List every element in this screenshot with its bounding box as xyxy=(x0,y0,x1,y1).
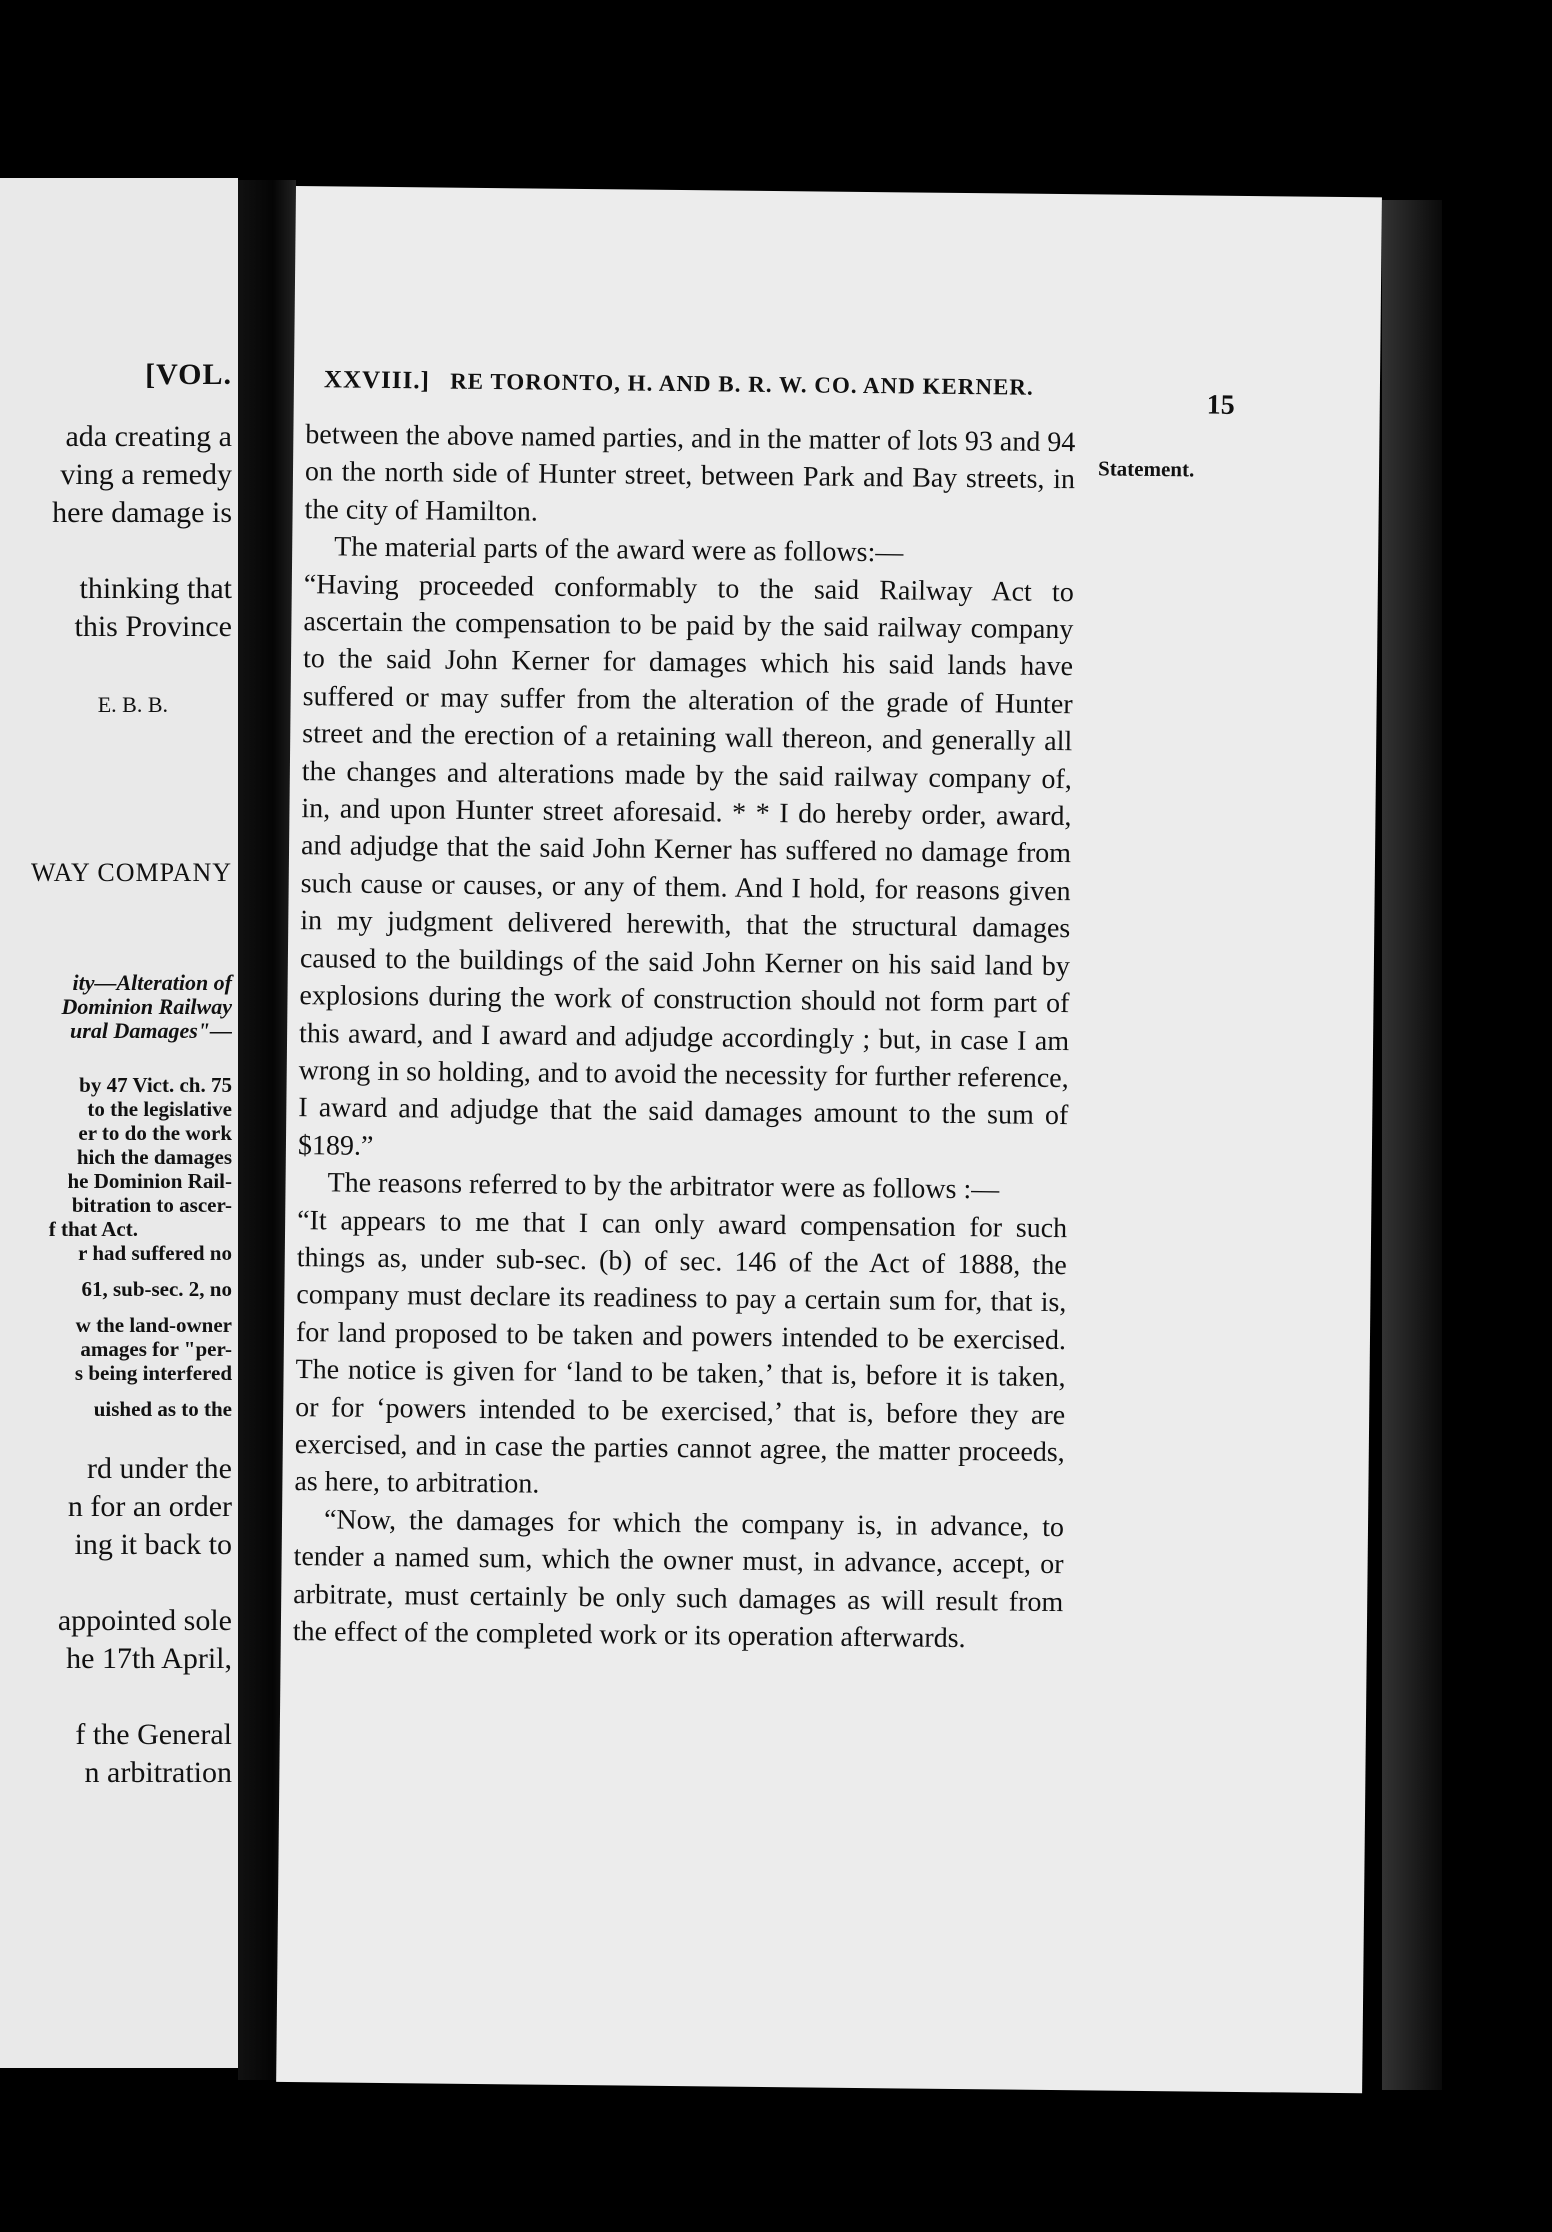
running-title: RE TORONTO, H. AND B. R. W. CO. AND KERNER. xyxy=(450,368,1034,400)
left-headnote: hich the damages xyxy=(76,1145,232,1169)
left-line: thinking that xyxy=(79,572,232,605)
left-headnote: he Dominion Rail- xyxy=(67,1169,232,1193)
left-headnote: s being interfered xyxy=(74,1361,232,1385)
left-line: rd under the xyxy=(87,1452,232,1485)
left-line: this Province xyxy=(74,610,232,643)
paragraph: “Having proceeded conformably to the said Railway Act to ascertain the compensation to be paid by the said railway company to the said John Kerner for damages which his said lands have suffered or may suffer from the alteration of the grade of Hunter street and the erection of a retaining wall thereon, and generally all the changes and alterations made by the said railway company of, in, and upon Hunter street aforesaid. * * I do hereby order, award, and adjudge that the said John Kerner has suffered no damage from such cause or causes, or any of them. And I hold, for reasons given in my judgment delivered herewith, that the structural damages caused to the buildings of the said John Kerner on his said land by explosions during the work of construction should not form part of this award, and I award and adjudge accordingly ; but, in case I am wrong in so holding, and to avoid the necessity for further reference, I award and adjudge that the said damages amount to the sum of $189.” xyxy=(297,568,1074,1162)
left-headnote: w the land-owner xyxy=(75,1313,232,1337)
left-headnote-italic: ity—Alteration of xyxy=(72,970,232,995)
paragraph: “Now, the damages for which the company is, in advance, to tender a named sum, which the owner must, in advance, accept, or arbitrate, must certainly be only such damages as will result from the effect of the completed work or its operation afterwards. xyxy=(292,1504,1065,1655)
left-line: ing it back to xyxy=(74,1528,232,1561)
left-headnote: r had suffered no xyxy=(78,1241,232,1265)
page-edge xyxy=(1382,200,1442,2090)
body-text xyxy=(293,416,1076,1658)
left-headnote-italic: ural Damages"— xyxy=(70,1018,232,1043)
volume-number: XXVIII.] xyxy=(323,366,431,395)
paragraph: “It appears to me that I can only award compensation for such things as, under sub-sec. (b) of sec. 146 of the Act of 1888, the company must declare its readiness to pay a certain sum for, that is, for land proposed to be taken and powers intended to be exercised. The notice is given for ‘land to be taken,’ that is, before it is taken, or for ‘powers intended to be exercised,’ that is, before they are exercised, and in case the parties cannot agree, the matter proceeds, as here, to arbitration. xyxy=(294,1204,1068,1500)
left-heading: WAY COMPANY xyxy=(31,858,232,887)
margin-note-statement: Statement. xyxy=(1097,456,1195,482)
paragraph: The material parts of the award were as follows:— xyxy=(334,531,904,569)
left-headnote: amages for "per- xyxy=(80,1337,232,1361)
left-headnote: uished as to the xyxy=(93,1397,232,1421)
left-line: here damage is xyxy=(52,496,232,529)
left-signature: E. B. B. xyxy=(97,692,168,717)
left-line: appointed sole xyxy=(57,1604,232,1637)
main-page xyxy=(276,186,1382,2093)
left-headnote: er to do the work xyxy=(78,1121,232,1145)
left-headnote: 61, sub-sec. 2, no xyxy=(81,1277,232,1301)
paragraph: The reasons referred to by the arbitrator were as follows :— xyxy=(327,1167,1000,1206)
left-line: ada creating a xyxy=(65,420,232,453)
left-page-volume: [VOL. xyxy=(145,358,232,391)
left-line: ving a remedy xyxy=(60,458,232,491)
page-number: 15 xyxy=(1206,389,1235,421)
left-headnote-italic: Dominion Railway xyxy=(61,994,232,1019)
left-page-fragment xyxy=(0,178,238,2068)
left-headnote: to the legislative xyxy=(87,1097,232,1121)
left-line: n arbitration xyxy=(84,1756,232,1789)
left-headnote: by 47 Vict. ch. 75 xyxy=(79,1073,232,1097)
left-headnote: f that Act. xyxy=(48,1217,138,1241)
paragraph: between the above named parties, and in the matter of lots 93 and 94 on the north side of Hunter street, between Park and Bay streets, in the city of Hamilton. xyxy=(304,419,1076,528)
left-line: he 17th April, xyxy=(66,1642,232,1675)
left-headnote: bitration to ascer- xyxy=(71,1193,232,1217)
left-line: n for an order xyxy=(67,1490,232,1523)
left-line: f the General xyxy=(75,1718,232,1751)
running-head xyxy=(324,366,1254,404)
